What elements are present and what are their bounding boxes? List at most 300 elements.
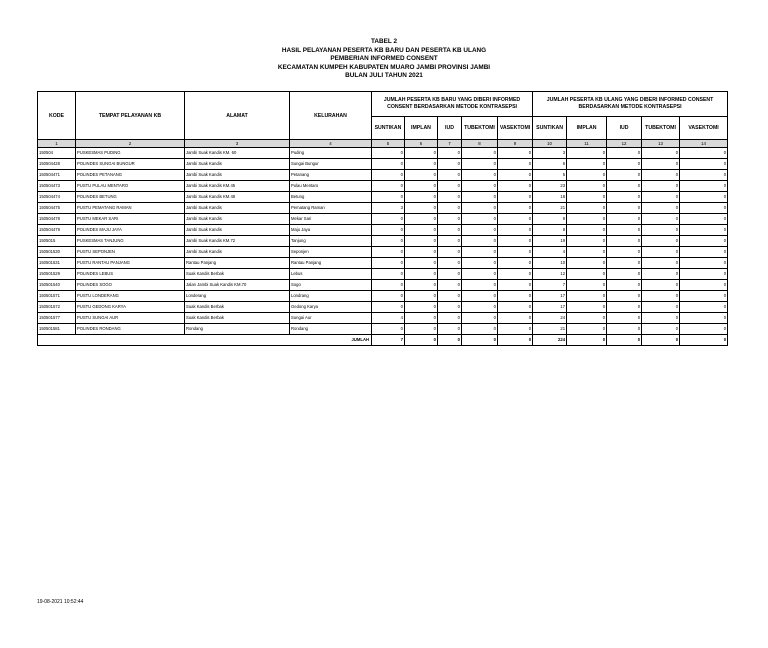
table-cell-value: 0: [372, 280, 405, 291]
table-cell-value: 0: [642, 214, 680, 225]
table-cell-value: 21: [533, 324, 567, 335]
table-cell-value: 0: [607, 247, 642, 258]
table-cell-text: Sogo: [290, 280, 372, 291]
table-row: [38, 159, 728, 170]
table-cell-value: 0: [567, 214, 607, 225]
table-cell-value: 0: [438, 258, 462, 269]
total-value: 0: [462, 335, 498, 346]
table-row: [38, 324, 728, 335]
table-cell-value: 6: [533, 159, 567, 170]
table-cell-value: 0: [680, 225, 728, 236]
header-tempat: TEMPAT PELAYANAN KB: [76, 92, 185, 140]
table-cell-value: 0: [372, 148, 405, 159]
table-cell-text: Puding: [290, 148, 372, 159]
table-row: [38, 269, 728, 280]
title-line: KECAMATAN KUMPEH KABUPATEN MUARO JAMBI PROVINSI JAMBI: [277, 63, 491, 71]
print-timestamp: 19-08-2021 10:52:44: [37, 599, 84, 605]
table-cell-value: 0: [498, 159, 533, 170]
table-cell-text: Sungai Aur: [290, 313, 372, 324]
table-cell-value: 0: [680, 170, 728, 181]
table-cell-value: 0: [567, 247, 607, 258]
table-cell-value: 0: [567, 302, 607, 313]
table-cell-value: 0: [607, 291, 642, 302]
table-cell-value: 0: [567, 225, 607, 236]
table-cell-value: 0: [607, 203, 642, 214]
table-cell-value: 0: [462, 280, 498, 291]
table-cell-text: 1505015: [38, 236, 76, 247]
table-cell-value: 24: [533, 313, 567, 324]
table-cell-text: PUSTU SEPONJEN: [76, 247, 185, 258]
table-cell-text: Rantau Panjang: [290, 258, 372, 269]
total-value: 0: [498, 335, 533, 346]
table-cell-text: Jalan Jambi Suak Kandis KM.70: [185, 280, 290, 291]
table-cell-value: 0: [607, 148, 642, 159]
table-cell-value: 0: [462, 313, 498, 324]
table-cell-value: 0: [498, 148, 533, 159]
table-cell-text: Jambi Suak Kandis: [185, 159, 290, 170]
table-cell-value: 0: [680, 214, 728, 225]
table-cell-text: 150504: [38, 148, 76, 159]
table-cell-text: Londrang: [290, 291, 372, 302]
table-cell-text: Mekar Sari: [290, 214, 372, 225]
table-cell-value: 0: [405, 280, 438, 291]
table-cell-value: 0: [372, 269, 405, 280]
table-cell-value: 0: [462, 324, 498, 335]
table-cell-value: 0: [405, 291, 438, 302]
table-cell-value: 0: [372, 291, 405, 302]
table-cell-value: 0: [462, 291, 498, 302]
table-cell-value: 3: [372, 203, 405, 214]
table-cell-text: Pulau Mentaro: [290, 181, 372, 192]
table-row: [38, 214, 728, 225]
table-cell-value: 0: [680, 269, 728, 280]
table-row: [38, 225, 728, 236]
table-cell-value: 0: [607, 236, 642, 247]
table-cell-value: 0: [642, 203, 680, 214]
table-cell-value: 0: [405, 236, 438, 247]
table-cell-value: 0: [498, 170, 533, 181]
table-cell-value: 0: [462, 247, 498, 258]
table-cell-value: 0: [680, 324, 728, 335]
table-cell-value: 21: [533, 203, 567, 214]
table-cell-text: POLINDES SUNGAI BUNGUR: [76, 159, 185, 170]
table-cell-value: 0: [462, 225, 498, 236]
table-cell-text: PUSTU SUNGAI AUR: [76, 313, 185, 324]
table-cell-value: 0: [680, 247, 728, 258]
table-cell-value: 0: [498, 236, 533, 247]
table-cell-value: 0: [680, 302, 728, 313]
table-cell-value: 0: [438, 203, 462, 214]
total-value: 224: [533, 335, 567, 346]
table-cell-value: 0: [642, 170, 680, 181]
table-cell-value: 0: [567, 170, 607, 181]
table-cell-value: 23: [533, 181, 567, 192]
column-number: 11: [567, 140, 607, 148]
table-cell-value: 0: [405, 170, 438, 181]
table-cell-value: 5: [533, 170, 567, 181]
column-number: 10: [533, 140, 567, 148]
table-cell-value: 0: [405, 214, 438, 225]
table-cell-value: 0: [680, 181, 728, 192]
table-cell-value: 0: [438, 313, 462, 324]
table-cell-value: 0: [405, 258, 438, 269]
table-cell-value: 0: [438, 247, 462, 258]
table-cell-text: Jambi Suak Kandis KM.45: [185, 181, 290, 192]
table-cell-value: 0: [462, 236, 498, 247]
table-cell-value: 0: [372, 192, 405, 203]
table-cell-text: 150504479: [38, 225, 76, 236]
header-method: IUD: [438, 117, 462, 140]
table-cell-value: 0: [642, 236, 680, 247]
table-cell-value: 0: [462, 170, 498, 181]
table-cell-value: 0: [462, 302, 498, 313]
table-cell-value: 0: [405, 225, 438, 236]
table-cell-value: 0: [567, 181, 607, 192]
table-cell-value: 0: [607, 192, 642, 203]
table-cell-value: 0: [642, 324, 680, 335]
table-cell-text: Seponjen: [290, 247, 372, 258]
table-cell-value: 18: [533, 192, 567, 203]
table-cell-value: 0: [567, 324, 607, 335]
total-value: 0: [567, 335, 607, 346]
table-cell-value: 0: [372, 324, 405, 335]
table-cell-value: 0: [642, 247, 680, 258]
column-number: 8: [462, 140, 498, 148]
table-cell-value: 0: [567, 192, 607, 203]
table-cell-value: 0: [372, 214, 405, 225]
table-cell-value: 0: [498, 247, 533, 258]
table-cell-value: 0: [462, 258, 498, 269]
table-cell-value: 0: [438, 181, 462, 192]
table-cell-text: 150501577: [38, 313, 76, 324]
column-number: 12: [607, 140, 642, 148]
table-cell-value: 0: [498, 214, 533, 225]
table-cell-value: 0: [405, 313, 438, 324]
table-cell-value: 0: [642, 258, 680, 269]
header-method: SUNTIKAN: [533, 117, 567, 140]
table-cell-value: 0: [567, 280, 607, 291]
header-method: IMPLAN: [567, 117, 607, 140]
table-cell-text: 150501529: [38, 269, 76, 280]
table-cell-value: 0: [607, 269, 642, 280]
table-cell-value: 0: [680, 291, 728, 302]
table-cell-value: 0: [438, 159, 462, 170]
table-body: [38, 148, 728, 346]
table-cell-value: 17: [533, 302, 567, 313]
table-cell-value: 0: [567, 313, 607, 324]
total-value: 0: [438, 335, 462, 346]
table-cell-value: 0: [462, 148, 498, 159]
table-cell-text: Maju Jaya: [290, 225, 372, 236]
table-cell-value: 0: [642, 280, 680, 291]
table-cell-value: 10: [533, 258, 567, 269]
table-cell-value: 0: [498, 192, 533, 203]
header-method: VASEKTOMI: [498, 117, 533, 140]
table-cell-text: POLINDES PETANANG: [76, 170, 185, 181]
header-alamat: ALAMAT: [185, 92, 290, 140]
table-cell-value: 12: [533, 269, 567, 280]
table-cell-value: 0: [642, 192, 680, 203]
table-cell-text: PUSKESMAS TANJUNG: [76, 236, 185, 247]
total-value: 0: [642, 335, 680, 346]
table-cell-value: 0: [405, 302, 438, 313]
column-number: 13: [642, 140, 680, 148]
total-value: 0: [680, 335, 728, 346]
table-cell-value: 0: [607, 225, 642, 236]
column-number: 1: [38, 140, 76, 148]
table-cell-value: 0: [607, 280, 642, 291]
table-cell-value: 0: [405, 159, 438, 170]
column-number: 7: [438, 140, 462, 148]
table-cell-text: Tanjung: [290, 236, 372, 247]
table-cell-value: 0: [498, 324, 533, 335]
table-cell-text: 150504473: [38, 181, 76, 192]
table-cell-text: Betung: [290, 192, 372, 203]
table-cell-value: 0: [372, 247, 405, 258]
table-cell-value: 0: [462, 214, 498, 225]
table-cell-value: 0: [372, 170, 405, 181]
column-number: 3: [185, 140, 290, 148]
table-row: [38, 247, 728, 258]
title-line: TABEL 2: [370, 38, 398, 45]
table-cell-text: 150501530: [38, 247, 76, 258]
column-number: 4: [290, 140, 372, 148]
table-cell-value: 0: [680, 280, 728, 291]
table-cell-value: 0: [607, 302, 642, 313]
table-cell-value: 0: [438, 236, 462, 247]
table-cell-value: 0: [405, 324, 438, 335]
column-number: 6: [405, 140, 438, 148]
table-cell-text: PUSKESMAS PUDING: [76, 148, 185, 159]
table-cell-value: 0: [607, 170, 642, 181]
table-cell-text: Jambi Suak Kandis: [185, 247, 290, 258]
table-cell-value: 0: [607, 214, 642, 225]
table-row: [38, 203, 728, 214]
table-cell-text: Londerang: [185, 291, 290, 302]
table-cell-value: 0: [498, 203, 533, 214]
table-cell-text: 150501581: [38, 324, 76, 335]
table-cell-value: 0: [567, 203, 607, 214]
table-cell-value: 7: [533, 280, 567, 291]
table-cell-value: 0: [567, 291, 607, 302]
header-kode: KODE: [38, 92, 76, 140]
report-table: [37, 91, 728, 346]
table-cell-text: POLINDES LEBUS: [76, 269, 185, 280]
table-cell-value: 0: [567, 148, 607, 159]
table-row: [38, 258, 728, 269]
column-number: 2: [76, 140, 185, 148]
table-cell-text: Jambi Suak Kandis KM.48: [185, 192, 290, 203]
table-cell-text: Rondang: [290, 324, 372, 335]
table-cell-text: 150504471: [38, 170, 76, 181]
table-cell-value: 0: [680, 258, 728, 269]
table-cell-value: 0: [680, 192, 728, 203]
table-row: [38, 291, 728, 302]
table-cell-value: 0: [372, 225, 405, 236]
table-cell-text: PUSTU RANTAU PANJANG: [76, 258, 185, 269]
table-cell-text: Rantau Panjang: [185, 258, 290, 269]
header-method: SUNTIKAN: [372, 117, 405, 140]
report-title: [0, 38, 768, 81]
table-cell-value: 0: [438, 280, 462, 291]
table-cell-value: 3: [533, 148, 567, 159]
table-cell-text: 150501571: [38, 291, 76, 302]
header-group-ulang: JUMLAH PESERTA KB ULANG YANG DIBERI INFORMED CONSENT BERDASARKAN METODE KONTRASEPSI: [533, 92, 728, 117]
table-cell-value: 4: [533, 247, 567, 258]
title-line: HASIL PELAYANAN PESERTA KB BARU DAN PESERTA KB ULANG: [281, 46, 487, 54]
table-cell-value: 0: [498, 269, 533, 280]
table-row: [38, 280, 728, 291]
table-row: [38, 181, 728, 192]
header-group-baru: JUMLAH PESERTA KB BARU YANG DIBERI INFORMED CONSENT BERDASARKAN METODE KONTRASEPSI: [372, 92, 533, 117]
table-cell-value: 0: [372, 302, 405, 313]
table-cell-text: 150501540: [38, 280, 76, 291]
table-cell-text: Jambi Suak Kandis: [185, 170, 290, 181]
table-cell-text: PUSTU GEDONG KARYA: [76, 302, 185, 313]
table-cell-text: Suak Kandis Berbak: [185, 313, 290, 324]
table-cell-text: Suak Kandis Berbak: [185, 269, 290, 280]
table-cell-value: 0: [438, 148, 462, 159]
table-row: [38, 236, 728, 247]
table-cell-value: 0: [372, 181, 405, 192]
table-cell-text: 150504475: [38, 203, 76, 214]
table-cell-value: 0: [462, 203, 498, 214]
table-row: [38, 192, 728, 203]
table-cell-value: 0: [607, 258, 642, 269]
table-cell-text: POLINDES RONDANG: [76, 324, 185, 335]
table-cell-value: 0: [438, 302, 462, 313]
total-label: JUMLAH: [38, 335, 372, 346]
header-method: IUD: [607, 117, 642, 140]
table-cell-text: 150504428: [38, 159, 76, 170]
table-cell-value: 0: [642, 269, 680, 280]
table-cell-value: 0: [405, 192, 438, 203]
table-cell-value: 0: [498, 181, 533, 192]
table-cell-value: 0: [438, 324, 462, 335]
table-cell-value: 0: [642, 159, 680, 170]
table-cell-value: 0: [567, 236, 607, 247]
table-cell-value: 8: [533, 225, 567, 236]
table-cell-text: Gedong Karya: [290, 302, 372, 313]
table-cell-value: 0: [642, 302, 680, 313]
total-row: [38, 335, 728, 346]
table-cell-text: Lebus: [290, 269, 372, 280]
table-cell-text: 150504478: [38, 214, 76, 225]
table-cell-value: 4: [372, 313, 405, 324]
table-cell-text: PUSTU LONDERANG: [76, 291, 185, 302]
table-cell-text: Suak Kandis Berbak: [185, 302, 290, 313]
table-cell-text: 150504474: [38, 192, 76, 203]
table-cell-value: 0: [438, 291, 462, 302]
table-row: [38, 313, 728, 324]
table-cell-value: 0: [462, 181, 498, 192]
table-cell-value: 0: [462, 159, 498, 170]
title-line: BULAN JULI TAHUN 2021: [345, 72, 423, 80]
table-cell-value: 0: [680, 313, 728, 324]
column-number: 9: [498, 140, 533, 148]
table-cell-text: Jambi Suak Kandis: [185, 203, 290, 214]
table-cell-value: 0: [438, 269, 462, 280]
table-cell-text: Sungai Bungur: [290, 159, 372, 170]
table-cell-value: 0: [680, 159, 728, 170]
table-cell-text: Jambi Suak Kandis KM.72: [185, 236, 290, 247]
table-cell-value: 0: [498, 291, 533, 302]
table-cell-value: 0: [642, 148, 680, 159]
header-method: TUBEKTOMI: [462, 117, 498, 140]
table-cell-value: 0: [498, 302, 533, 313]
table-row: [38, 170, 728, 181]
table-cell-value: 0: [607, 313, 642, 324]
table-cell-value: 0: [567, 159, 607, 170]
table-cell-value: 9: [533, 214, 567, 225]
total-value: 7: [372, 335, 405, 346]
header-kelurahan: KELURAHAN: [290, 92, 372, 140]
table-cell-value: 0: [438, 170, 462, 181]
table-cell-text: Petanang: [290, 170, 372, 181]
table-cell-text: 150501572: [38, 302, 76, 313]
header-method: TUBEKTOMI: [642, 117, 680, 140]
total-value: 0: [607, 335, 642, 346]
table-cell-text: POLINDES BETUNG: [76, 192, 185, 203]
table-row: [38, 148, 728, 159]
table-cell-value: 19: [533, 236, 567, 247]
table-cell-value: 0: [372, 258, 405, 269]
header-method: IMPLAN: [405, 117, 438, 140]
table-cell-value: 0: [680, 148, 728, 159]
table-cell-value: 0: [642, 313, 680, 324]
table-cell-text: PUSTU MEKAR SARI: [76, 214, 185, 225]
total-value: 0: [405, 335, 438, 346]
table-cell-text: Jambi Suak Kandis KM. 60: [185, 148, 290, 159]
table-cell-value: 0: [567, 269, 607, 280]
column-number: 14: [680, 140, 728, 148]
table-cell-value: 0: [642, 181, 680, 192]
table-cell-value: 17: [533, 291, 567, 302]
table-cell-text: PUSTU PEMATANG RAMAN: [76, 203, 185, 214]
column-number: 5: [372, 140, 405, 148]
table-cell-text: Jambi Suak Kandis: [185, 214, 290, 225]
table-cell-value: 0: [498, 225, 533, 236]
column-number-row: [38, 140, 728, 148]
table-cell-value: 0: [405, 181, 438, 192]
table-cell-value: 0: [498, 313, 533, 324]
table-cell-value: 0: [438, 192, 462, 203]
table-cell-value: 0: [567, 258, 607, 269]
table-cell-value: 0: [498, 280, 533, 291]
table-cell-value: 0: [607, 324, 642, 335]
table-cell-text: Rondang: [185, 324, 290, 335]
table-cell-text: 150501531: [38, 258, 76, 269]
table-cell-value: 0: [372, 159, 405, 170]
table-cell-value: 0: [642, 291, 680, 302]
table-cell-value: 0: [462, 269, 498, 280]
table-cell-text: POLINDES SOGO: [76, 280, 185, 291]
table-cell-value: 0: [372, 236, 405, 247]
table-row: [38, 302, 728, 313]
table-cell-text: Jambi Suak Kandis: [185, 225, 290, 236]
table-cell-value: 0: [438, 225, 462, 236]
table-cell-value: 0: [607, 159, 642, 170]
table-cell-value: 0: [405, 247, 438, 258]
table-cell-value: 0: [607, 181, 642, 192]
table-cell-text: Pematang Raman: [290, 203, 372, 214]
table-cell-value: 0: [680, 203, 728, 214]
table-cell-value: 0: [680, 236, 728, 247]
table-cell-value: 0: [642, 225, 680, 236]
header-method: VASEKTOMI: [680, 117, 728, 140]
table-cell-text: PUSTU PULAU MENTARO: [76, 181, 185, 192]
table-cell-value: 0: [462, 192, 498, 203]
